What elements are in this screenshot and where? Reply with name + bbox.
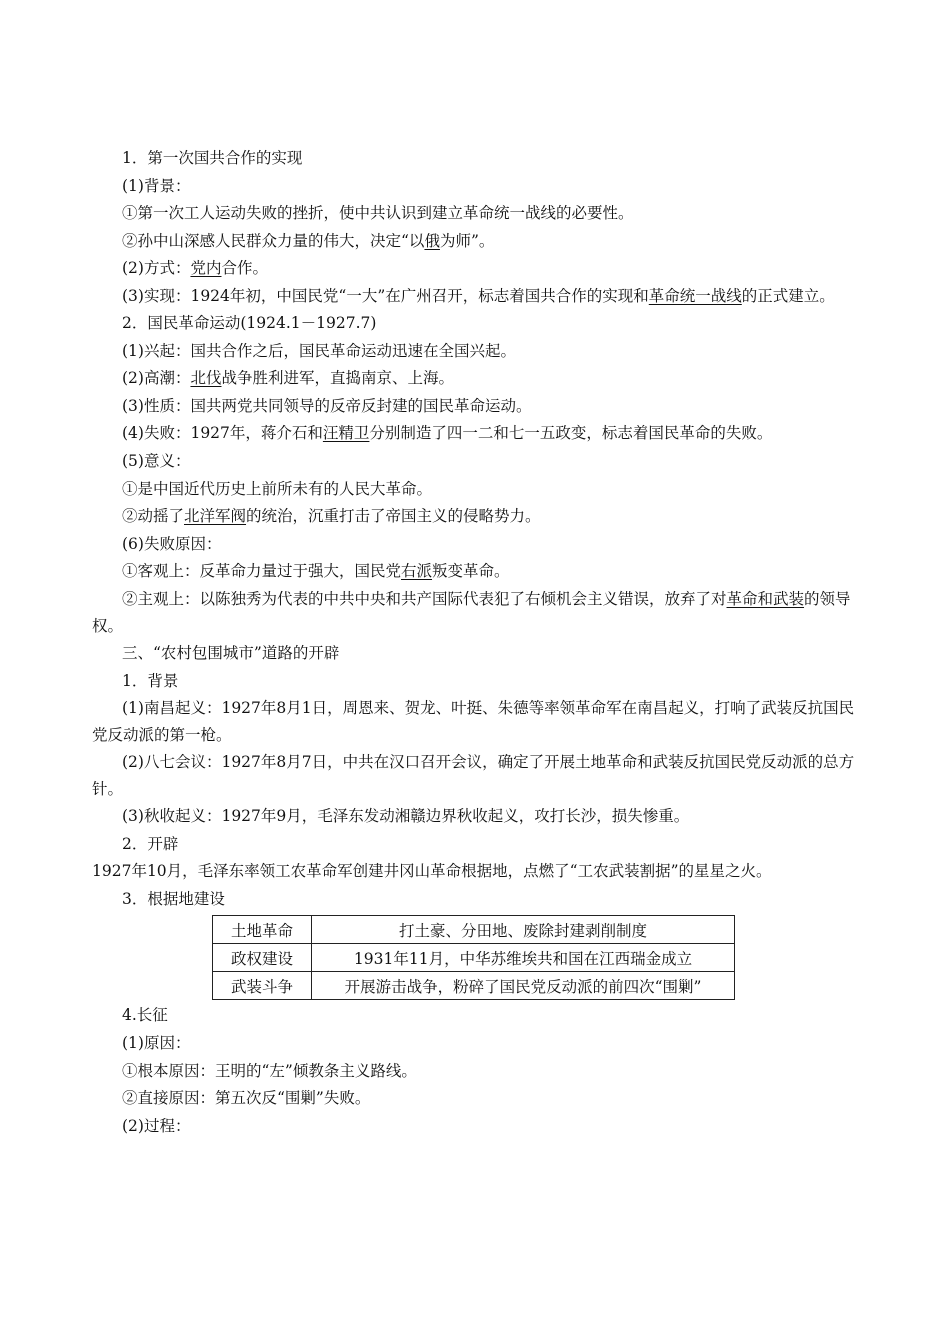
long-march-cause-1: ①根本原因：王明的“左”倾教条主义路线。 <box>122 1061 417 1080</box>
climax-line: (2)高潮：北伐战争胜利进军，直捣南京、上海。 <box>122 369 454 388</box>
underlined-answer: 俄 <box>424 231 440 250</box>
method-line: (2)方式：党内合作。 <box>122 259 268 278</box>
underlined-answer: 北伐 <box>190 369 222 388</box>
long-march-cause-label: (1)原因： <box>122 1034 191 1053</box>
document-page <box>92 145 862 1140</box>
significance-label: (5)意义： <box>122 451 191 470</box>
background-point-1: ①第一次工人运动失败的挫折，使中共认识到建立革命统一战线的必要性。 <box>122 204 634 223</box>
background-title: 1．背景 <box>122 671 179 690</box>
section-1-title: 1．第一次国共合作的实现 <box>122 149 303 167</box>
table-cell-key: 武装斗争 <box>213 972 312 1000</box>
base-building-table <box>212 915 735 1000</box>
table-cell-value: 1931年11月，中华苏维埃共和国在江西瑞金成立 <box>312 944 735 972</box>
table-cell-value: 开展游击战争，粉碎了国民党反动派的前四次“围剿” <box>312 972 735 1000</box>
background-label: (1)背景： <box>122 176 191 195</box>
underlined-answer: 革命和武装 <box>726 589 805 608</box>
section-3-title: 三、“农村包围城市”道路的开辟 <box>122 643 340 662</box>
base-building-title: 3．根据地建设 <box>122 889 225 908</box>
opening-title: 2．开辟 <box>122 834 179 853</box>
long-march-cause-2: ②直接原因：第五次反“围剿”失败。 <box>122 1089 371 1108</box>
failure-cause-1: ①客观上：反革命力量过于强大，国民党右派叛变革命。 <box>122 562 510 581</box>
long-march-process-label: (2)过程： <box>122 1116 191 1135</box>
rise-line: (1)兴起：国共合作之后，国民革命运动迅速在全国兴起。 <box>122 341 516 360</box>
underlined-answer: 革命统一战线 <box>648 286 742 305</box>
autumn-harvest-uprising: (3)秋收起义：1927年9月，毛泽东发动湘赣边界秋收起义，攻打长沙，损失惨重。 <box>122 807 690 826</box>
table-cell-key: 政权建设 <box>213 944 312 972</box>
realization-paragraph: (3)实现：1924年初，中国民党“一大”在广州召开，标志着国共合作的实现和革命统一战线的正式建立。 <box>122 286 835 305</box>
nanchang-uprising: (1)南昌起义：1927年8月1日，周恩来、贺龙、叶挺、朱德等率领革命军在南昌起义，打响了武装反抗国民党反动派的第一枪。 <box>92 699 855 745</box>
section-2-title: 2．国民革命运动(1924.1－1927.7) <box>122 313 377 332</box>
table-row <box>213 972 735 1000</box>
underlined-answer: 党内 <box>190 259 222 278</box>
significance-point-2: ②动摇了北洋军阀的统治，沉重打击了帝国主义的侵略势力。 <box>122 507 541 526</box>
table-cell-key: 土地革命 <box>213 916 312 944</box>
long-march-title: 4.长征 <box>122 1006 168 1025</box>
underlined-answer: 汪精卫 <box>322 424 370 443</box>
table-row <box>213 916 735 944</box>
failure-line: (4)失败：1927年，蒋介石和汪精卫分别制造了四一二和七一五政变，标志着国民革命的失败。 <box>122 424 773 443</box>
opening-text: 1927年10月，毛泽东率领工农革命军创建井冈山革命根据地，点燃了“工农武装割据”的星星之火。 <box>92 862 772 881</box>
nature-line: (3)性质：国共两党共同领导的反帝反封建的国民革命运动。 <box>122 396 532 415</box>
underlined-answer: 北洋军阀 <box>184 507 247 526</box>
underlined-answer: 右派 <box>401 562 433 581</box>
significance-point-1: ①是中国近代历史上前所未有的人民大革命。 <box>122 479 433 498</box>
table-cell-value: 打土豪、分田地、废除封建剥削制度 <box>312 916 735 944</box>
background-point-2: ②孙中山深感人民群众力量的伟大，决定“以俄为师”。 <box>122 231 495 250</box>
table-row <box>213 944 735 972</box>
august-seventh-meeting: (2)八七会议：1927年8月7日，中共在汉口召开会议，确定了开展土地革命和武装反抗国民党反动派的总方针。 <box>92 753 855 799</box>
failure-cause-label: (6)失败原因： <box>122 534 222 553</box>
failure-cause-2: ②主观上：以陈独秀为代表的中共中央和共产国际代表犯了右倾机会主义错误，放弃了对革命和武装的领导权。 <box>92 589 851 635</box>
